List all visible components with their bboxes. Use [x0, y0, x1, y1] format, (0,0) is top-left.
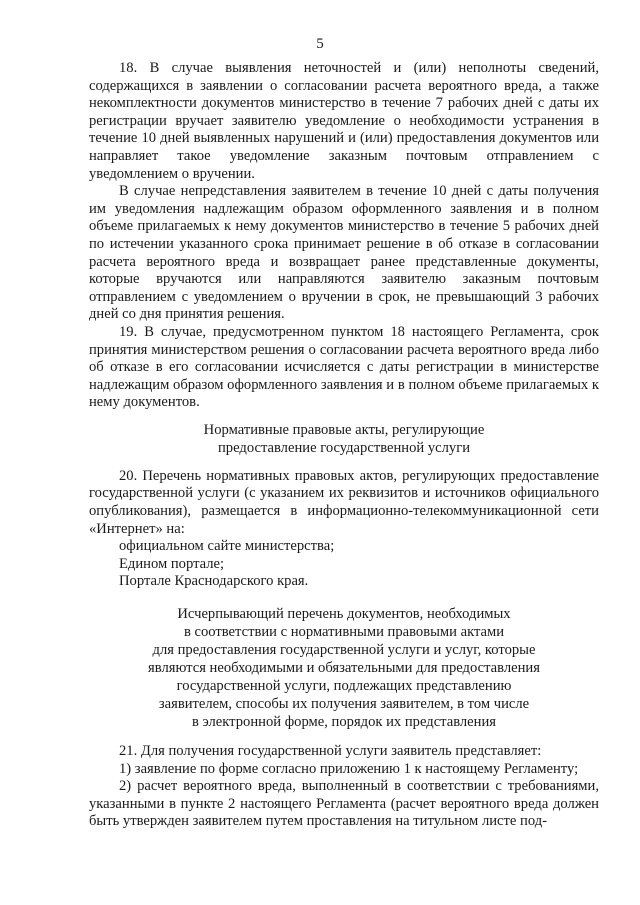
list-item: официальном сайте министерства; [119, 538, 335, 555]
heading-line: Нормативные правовые акты, регулирующие [203, 421, 485, 438]
heading-line: предоставление государственной услуги [218, 439, 470, 456]
paragraph-18-continued: В случае непредставления заявителем в течение 10 дней с даты получения им уведомления надлежащим образом оформленного заявления и в полном объеме прилагаемых к нему документов министерство в течение 5 рабочих дней по истечении указанного срока принимает решение в об отказе в согласовании расчета вероятного вреда и возвращает ранее представленные документы, которые вручаются или направляются заявителю заказным почтовым отправлением с уведомлением о вручении в срок, не превышающий 3 рабочих дней со дня принятия решения. [89, 183, 599, 323]
list-item: 1) заявление по форме согласно приложению 1 к настоящему Регламенту; [119, 760, 579, 777]
section-heading-documents [89, 605, 599, 731]
section-heading-legal-acts [89, 421, 599, 457]
paragraph-20: 20. Перечень нормативных правовых актов, регулирующих предоставление государственной услуги (с указанием их реквизитов и источников официального опубликования), размещается в информационно-телекоммуникационной сети «Интернет» на: [89, 467, 599, 537]
heading-line: государственной услуги, подлежащих представлению [176, 678, 512, 695]
page-number: 5 [316, 36, 324, 52]
heading-line: являются необходимыми и обязательными для предоставления [148, 660, 540, 677]
list-item: Едином портале; [119, 555, 225, 572]
list-item: 2) расчет вероятного вреда, выполненный в соответствии с требованиями, указанными в пункте 2 настоящего Регламента (расчет вероятного вреда должен быть утвержден заявителем путем проставления на титульном листе под- [89, 778, 599, 830]
document-body [89, 60, 599, 831]
list-item: Портале Краснодарского края. [119, 573, 309, 590]
heading-line: заявителем, способы их получения заявителем, в том числе [158, 696, 530, 713]
paragraph-18: 18. В случае выявления неточностей и (или) неполноты сведений, содержащихся в заявлении о согласовании расчета вероятного вреда, а также некомплектности документов министерство в течение 7 рабочих дней с даты их регистрации вручает заявителю уведомление о необходимости устранения в течение 10 дней выявленных нарушений и (или) предоставления документов или направляет такое уведомление заказным почтовым отправлением с уведомлением о вручении. [89, 60, 599, 182]
paragraph-19: 19. В случае, предусмотренном пунктом 18 настоящего Регламента, срок принятия министерством решения о согласовании расчета вероятного вреда либо об отказе в его согласовании исчисляется с даты регистрации в министерстве надлежащим образом оформленного заявления и в полном объеме прилагаемых к нему документов. [89, 323, 599, 411]
paragraph-21: 21. Для получения государственной услуги заявитель представляет: [119, 743, 542, 760]
heading-line: в электронной форме, порядок их представления [191, 714, 496, 731]
heading-line: Исчерпывающий перечень документов, необходимых [177, 606, 511, 623]
heading-line: для предоставления государственной услуги и услуг, которые [152, 642, 536, 659]
heading-line: в соответствии с нормативными правовыми актами [183, 624, 505, 641]
